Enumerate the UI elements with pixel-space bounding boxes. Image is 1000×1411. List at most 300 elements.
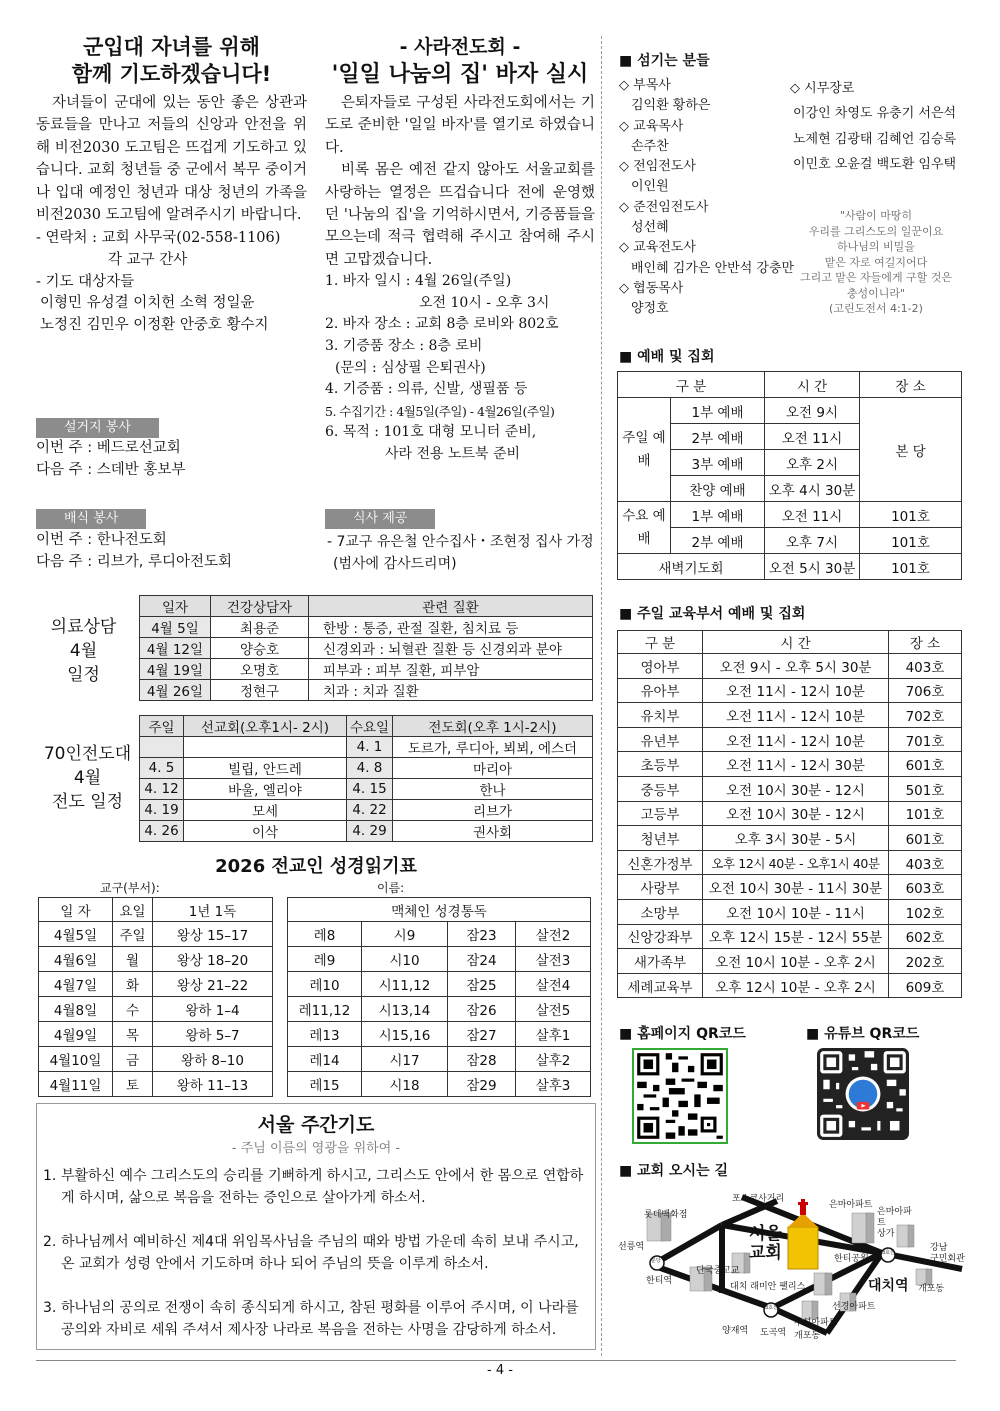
table-cell: 바울, 엘리야 <box>184 779 347 800</box>
meal-line-1: - 7교구 유은철 안수집사・조현정 집사 가정 <box>327 534 594 550</box>
table-row <box>39 1072 273 1097</box>
meal-provider <box>327 532 594 575</box>
youtube-qr-title: ■ 유튜브 QR코드 <box>806 1023 919 1043</box>
military-title-line2: 함께 기도하겠습니다! <box>71 62 272 86</box>
map-label-hantipark: 한티공원 <box>834 1254 869 1264</box>
table-cell: 오전 10시 10분 - 11시 <box>703 899 889 924</box>
table-row <box>618 973 962 998</box>
bible-parish-label: 교구(부서): <box>100 881 160 895</box>
table-cell: 영아부 <box>618 654 703 679</box>
table-cell: 4. 15 <box>347 779 393 800</box>
table-row <box>39 972 273 997</box>
table-cell: 오전 10시 30분 - 12시 <box>703 801 889 826</box>
bazaar-item: 3. 기증품 장소 : 8층 로비 <box>325 338 483 355</box>
dish-duty <box>36 438 185 481</box>
table-row <box>288 1022 591 1047</box>
table-cell: 오전 10시 30분 - 11시 30분 <box>703 875 889 900</box>
edu-title: ■ 주일 교육부서 예배 및 집회 <box>619 603 805 623</box>
table-cell: 잠25 <box>448 972 516 997</box>
staff-role: ◇ 교육전도사 <box>619 240 696 256</box>
table-cell: 오전 11시 <box>765 502 860 528</box>
table-cell: 왕상 18–20 <box>153 947 273 972</box>
bible-header: 일 자 <box>39 898 113 922</box>
homepage-qr-title: ■ 홈페이지 QR코드 <box>619 1023 746 1043</box>
table-cell: 706호 <box>889 678 962 703</box>
table-cell: 4월9일 <box>39 1022 113 1047</box>
bible-table-1year <box>38 897 273 1097</box>
table-row <box>140 821 593 842</box>
map-label-gaepo2: 개포동 <box>794 1331 821 1341</box>
medical-label-1: 의료상담 <box>50 617 117 637</box>
evang70-label-3: 전도 일정 <box>51 792 124 812</box>
table-row <box>140 800 593 821</box>
prayer-item: 3. 하나님의 공의로 전쟁이 속히 종식되게 하시고, 참된 평화를 이루어 주시며, 이 나라를 공의와 자비로 세워 주셔서 제사장 나라로 복음을 전하는 사명을 감당하게 하소서. <box>43 1300 579 1338</box>
table-cell: 이삭 <box>184 821 347 842</box>
table-cell: 403호 <box>889 850 962 875</box>
bazaar-item: 1. 바자 일시 : 4월 26일(주일) <box>325 273 512 290</box>
table-cell: 오후 7시 <box>765 528 860 554</box>
table-cell: 501호 <box>889 776 962 801</box>
worship-header: 장 소 <box>860 372 962 398</box>
table-cell: 4. 5 <box>140 758 184 779</box>
staff-role: ◇ 부목사 <box>619 78 671 93</box>
table-cell: 레13 <box>288 1022 362 1047</box>
table-row <box>39 947 273 972</box>
evang70-label-1: 70인전도대 <box>43 744 132 764</box>
meal-tag: 식사 제공 <box>325 509 435 529</box>
serve-next-week: 다음 주 : 리브가, 루디아전도회 <box>36 553 233 570</box>
table-cell: 2부 예배 <box>671 424 765 450</box>
table-cell: 새가족부 <box>618 949 703 974</box>
table-cell: 4월6일 <box>39 947 113 972</box>
prayer-item: 1. 부활하신 예수 그리스도의 승리를 기뻐하게 하시고, 그리스도 안에서 한 몸으로 연합하게 하시며, 삶으로 복음을 전하는 증인으로 살아가게 하소서. <box>43 1168 584 1206</box>
staff-names: 이인원 <box>631 179 669 195</box>
table-row <box>288 1072 591 1097</box>
elders-role: ◇ 시무장로 <box>790 81 855 96</box>
church-building-icon <box>788 1199 818 1269</box>
table-cell: 레15 <box>288 1072 362 1097</box>
medical-date: 4월 5일 <box>140 617 211 638</box>
table-cell: 오전 11시 - 12시 30분 <box>703 752 889 777</box>
table-cell: 609호 <box>889 973 962 998</box>
sunday-worship-place: 본 당 <box>860 398 962 502</box>
table-cell: 유치부 <box>618 703 703 728</box>
table-row <box>618 924 962 949</box>
bazaar-item: (문의 : 심상필 은퇴권사) <box>335 359 486 376</box>
sunday-worship-label: 주일 예배 <box>618 398 671 502</box>
dish-this-week: 이번 주 : 베드로선교회 <box>36 440 181 456</box>
table-cell: 도르가, 루디아, 뵈뵈, 에스더 <box>393 737 593 758</box>
table-cell: 시13,14 <box>362 997 448 1022</box>
bible-header: 맥체인 성경통독 <box>288 898 591 922</box>
military-prayer-section <box>36 34 307 336</box>
medical-field: 피부과 : 피부 질환, 피부암 <box>309 659 593 680</box>
table-cell: 레10 <box>288 972 362 997</box>
map-label-seonkyung: 선경아파트 <box>832 1302 876 1312</box>
table-cell <box>140 737 184 758</box>
table-cell: 화 <box>113 972 153 997</box>
table-cell: 4월7일 <box>39 972 113 997</box>
table-cell: 오전 11시 - 12시 10분 <box>703 678 889 703</box>
page-number: - 4 - <box>487 1363 513 1378</box>
military-targets-2: 노정진 김민우 이정환 안중호 황수지 <box>40 316 269 333</box>
table-cell: 701호 <box>889 727 962 752</box>
table-cell: 금 <box>113 1047 153 1072</box>
medical-table <box>139 595 593 701</box>
table-cell: 살후3 <box>516 1072 591 1097</box>
map-label-eunma: 은마아파트 <box>829 1200 873 1210</box>
weekly-prayer-title: 서울 주간기도 <box>257 1114 375 1136</box>
table-cell: 잠24 <box>448 947 516 972</box>
map-label-daechi: 대치역 <box>868 1278 909 1294</box>
table-row <box>618 502 962 528</box>
staff-left-list <box>619 76 794 320</box>
staff-role: ◇ 협동목사 <box>619 280 684 296</box>
homepage-qr-icon[interactable] <box>634 1050 726 1142</box>
evang70-header: 선교회(오후1시- 2시) <box>184 716 347 737</box>
worship-table <box>617 371 962 580</box>
table-cell: 오후 4시 30분 <box>765 476 860 502</box>
table-row <box>140 779 593 800</box>
table-row <box>618 752 962 777</box>
table-cell: 모세 <box>184 800 347 821</box>
evang70-header: 주일 <box>140 716 184 737</box>
table-cell: 4. 19 <box>140 800 184 821</box>
evang70-header: 전도회(오후 1시-2시) <box>393 716 593 737</box>
table-cell: 4. 22 <box>347 800 393 821</box>
table-cell: 오전 11시 - 12시 10분 <box>703 703 889 728</box>
bible-verse: "사람이 마땅히 우리를 그리스도의 일꾼이요 하나님의 비밀을 맡은 자로 여길지어다 그리고 맡은 자들에게 구할 것은 충성이니라" (고린도전서 4:1-2) <box>799 209 953 315</box>
table-cell: 403호 <box>889 654 962 679</box>
serve-tag: 배식 봉사 <box>36 509 146 529</box>
table-cell: 찬양 예배 <box>671 476 765 502</box>
medical-doctor: 오명호 <box>211 659 309 680</box>
table-cell: 101호 <box>889 801 962 826</box>
table-cell: 레9 <box>288 947 362 972</box>
table-cell: 2부 예배 <box>671 528 765 554</box>
table-cell: 1부 예배 <box>671 398 765 424</box>
table-cell: 오전 10시 10분 - 오후 2시 <box>703 949 889 974</box>
medical-header: 일자 <box>140 596 211 617</box>
table-cell: 왕하 5–7 <box>153 1022 273 1047</box>
table-row <box>618 554 962 580</box>
table-cell: 살전4 <box>516 972 591 997</box>
table-cell: 시15,16 <box>362 1022 448 1047</box>
table-row <box>618 776 962 801</box>
table-cell: 수 <box>113 997 153 1022</box>
table-cell: 살전5 <box>516 997 591 1022</box>
staff-names: 성선혜 <box>631 220 669 236</box>
table-cell: 702호 <box>889 703 962 728</box>
map-label-church: 서울 교회 <box>749 1224 782 1263</box>
map-label-posco: 포스코사거리 <box>732 1194 785 1204</box>
edu-table <box>617 630 962 998</box>
table-cell: 유아부 <box>618 678 703 703</box>
table-cell: 세례교육부 <box>618 973 703 998</box>
table-cell: 오전 9시 - 오후 5시 30분 <box>703 654 889 679</box>
map-label-dogok: 도곡역 <box>760 1328 787 1338</box>
table-cell: 신앙강좌부 <box>618 924 703 949</box>
table-cell: 4. 29 <box>347 821 393 842</box>
elders-names: 이민호 오윤걸 백도환 임우택 <box>793 157 957 172</box>
bazaar-item: 오전 10시 - 오후 3시 <box>419 294 550 311</box>
map-label-line3-b: 3호선 <box>765 1305 778 1311</box>
staff-names: 김익환 황하은 <box>631 98 711 114</box>
table-cell: 1부 예배 <box>671 502 765 528</box>
table-cell: 잠29 <box>448 1072 516 1097</box>
staff-title: ■ 섬기는 분들 <box>619 50 710 70</box>
map-label-lotte: 롯데백화점 <box>644 1210 688 1220</box>
table-cell: 왕하 1–4 <box>153 997 273 1022</box>
table-cell: 603호 <box>889 875 962 900</box>
map-title: ■ 교회 오시는 길 <box>619 1160 728 1180</box>
table-cell: 시17 <box>362 1047 448 1072</box>
weekly-prayer-subtitle: - 주님 이름의 영광을 위하여 - <box>231 1141 401 1156</box>
medical-header: 관련 질환 <box>309 596 593 617</box>
medical-doctor: 최용준 <box>211 617 309 638</box>
table-row <box>618 398 962 424</box>
evang70-label-2: 4월 <box>73 768 102 788</box>
table-cell: 리브가 <box>393 800 593 821</box>
table-row <box>39 997 273 1022</box>
medical-field: 치과 : 치과 질환 <box>309 680 593 701</box>
table-row <box>618 801 962 826</box>
table-cell: 장 소 <box>889 631 962 654</box>
medical-label <box>36 615 131 687</box>
table-row <box>618 678 962 703</box>
table-cell: 유년부 <box>618 727 703 752</box>
table-cell: 살전2 <box>516 922 591 947</box>
table-cell: 4월11일 <box>39 1072 113 1097</box>
staff-role: ◇ 준전임전도사 <box>619 199 709 215</box>
meal-tag-bar <box>325 507 593 527</box>
table-cell: 4월5일 <box>39 922 113 947</box>
military-targets-label: - 기도 대상자들 <box>36 273 135 290</box>
staff-names: 손주찬 <box>631 138 669 154</box>
youtube-qr-icon[interactable] <box>817 1048 909 1140</box>
dish-tag-bar <box>36 416 300 436</box>
elders-names: 노제현 김광태 김혜언 김승록 <box>793 131 957 147</box>
dish-next-week: 다음 주 : 스데반 홍보부 <box>36 461 186 478</box>
table-cell: 살전3 <box>516 947 591 972</box>
table-row <box>288 922 591 947</box>
elders-names: 이강인 차영도 유충기 서은석 <box>793 106 957 121</box>
bazaar-item: 사라 전용 노트북 준비 <box>385 446 521 462</box>
table-row <box>288 1047 591 1072</box>
table-cell: 601호 <box>889 826 962 851</box>
bible-title: 2026 전교인 성경읽기표 <box>215 856 417 877</box>
table-cell: 새벽기도회 <box>618 554 765 580</box>
church-map <box>612 1183 967 1353</box>
table-cell: 오전 11시 <box>765 424 860 450</box>
table-cell: 빌립, 안드레 <box>184 758 347 779</box>
evang70-label <box>36 742 139 814</box>
table-cell: 4. 12 <box>140 779 184 800</box>
table-cell: 시10 <box>362 947 448 972</box>
table-cell: 레11,12 <box>288 997 362 1022</box>
table-row <box>39 1022 273 1047</box>
weekly-prayer-box <box>36 1103 596 1350</box>
map-label-eunma2: 은마아파트 상가 <box>877 1207 912 1239</box>
table-cell: 시9 <box>362 922 448 947</box>
serve-this-week: 이번 주 : 한나전도회 <box>36 532 167 548</box>
medical-header: 건강상담자 <box>211 596 309 617</box>
table-row <box>39 1047 273 1072</box>
meal-line-2: (범사에 감사드리며) <box>333 555 457 572</box>
military-targets-1: 이형민 유성결 이치헌 소혁 정일윤 <box>40 295 255 312</box>
bible-header: 1년 1독 <box>153 898 273 922</box>
table-cell: 토 <box>113 1072 153 1097</box>
map-label-line3-a: 3호선 <box>882 1250 895 1256</box>
table-cell: 101호 <box>860 502 962 528</box>
table-cell: 오후 3시 30분 - 5시 <box>703 826 889 851</box>
map-label-gaepo: 개포동 <box>918 1284 945 1294</box>
table-row <box>618 899 962 924</box>
map-label-gangnam: 강남 구민회관 <box>930 1243 965 1264</box>
map-label-bundang-line: 분당 <box>651 1258 661 1264</box>
table-cell: 4월8일 <box>39 997 113 1022</box>
table-cell: 월 <box>113 947 153 972</box>
table-cell: 시 간 <box>703 631 889 654</box>
staff-role: ◇ 교육목사 <box>619 118 684 134</box>
medical-field: 신경외과 : 뇌혈관 질환 등 신경외과 분야 <box>309 638 593 659</box>
table-cell <box>184 737 347 758</box>
serve-tag-bar <box>36 507 300 527</box>
table-cell: 신혼가정부 <box>618 850 703 875</box>
table-row <box>140 659 593 680</box>
table-cell: 사랑부 <box>618 875 703 900</box>
serve-duty <box>36 530 232 573</box>
table-cell: 살후1 <box>516 1022 591 1047</box>
table-row <box>618 703 962 728</box>
dish-tag: 설거지 봉사 <box>36 418 159 438</box>
table-cell: 잠26 <box>448 997 516 1022</box>
bazaar-section <box>325 34 595 466</box>
table-cell: 왕상 15–17 <box>153 922 273 947</box>
table-row <box>140 737 593 758</box>
bazaar-item: 2. 바자 장소 : 교회 8층 로비와 802호 <box>325 316 559 333</box>
evang70-header: 수요일 <box>347 716 393 737</box>
table-cell: 왕상 21–22 <box>153 972 273 997</box>
table-cell: 마리아 <box>393 758 593 779</box>
table-row <box>618 949 962 974</box>
table-cell: 오후 12시 10분 - 오후 2시 <box>703 973 889 998</box>
bazaar-items <box>325 271 595 465</box>
column-divider <box>601 36 602 1356</box>
map-label-dankook: 단국중고교 <box>696 1266 740 1276</box>
table-cell: 101호 <box>860 528 962 554</box>
military-contact-2: 각 교구 간사 <box>108 252 188 269</box>
bible-name-label: 이름: <box>377 881 405 895</box>
table-cell: 주일 <box>113 922 153 947</box>
map-label-raemian: 대치 래미안 팰리스 <box>730 1282 806 1292</box>
medical-doctor: 정현구 <box>211 680 309 701</box>
bazaar-title-line1: - 사라전도회 - <box>399 36 521 58</box>
medical-date: 4월 12일 <box>140 638 211 659</box>
table-cell: 청년부 <box>618 826 703 851</box>
table-row <box>288 972 591 997</box>
table-cell: 중등부 <box>618 776 703 801</box>
table-row <box>618 654 962 679</box>
bazaar-paragraph-1: 은퇴자들로 구성된 사라전도회에서는 기도로 준비한 '일일 바자'를 열기로 하였습니다. <box>325 95 595 156</box>
worship-header: 시 간 <box>765 372 860 398</box>
table-cell: 레14 <box>288 1047 362 1072</box>
worship-title: ■ 예배 및 집회 <box>619 346 714 366</box>
table-cell: 602호 <box>889 924 962 949</box>
table-cell: 102호 <box>889 899 962 924</box>
table-cell: 시18 <box>362 1072 448 1097</box>
table-cell: 구 분 <box>618 631 703 654</box>
bible-table-mcheyne <box>287 897 591 1097</box>
bazaar-item: 4. 기증품 : 의류, 신발, 생필품 등 <box>325 381 528 398</box>
bazaar-item: 6. 목적 : 101호 대형 모니터 준비, <box>325 424 537 441</box>
table-cell: 잠28 <box>448 1047 516 1072</box>
table-cell: 잠27 <box>448 1022 516 1047</box>
table-row <box>140 617 593 638</box>
table-cell: 오전 5시 30분 <box>765 554 860 580</box>
map-label-seolleung: 선릉역 <box>618 1242 645 1252</box>
table-row <box>140 638 593 659</box>
table-row <box>140 758 593 779</box>
table-row <box>618 727 962 752</box>
table-cell: 시11,12 <box>362 972 448 997</box>
table-row <box>288 997 591 1022</box>
bazaar-item: 5. 수집기간 : 4월5일(주일) - 4월26일(주일) <box>325 403 555 419</box>
table-cell: 초등부 <box>618 752 703 777</box>
table-cell: 오전 10시 30분 - 12시 <box>703 776 889 801</box>
table-cell: 오후 2시 <box>765 450 860 476</box>
footer-rule <box>36 1360 956 1361</box>
military-title-line1: 군입대 자녀를 위해 <box>83 35 260 59</box>
medical-doctor: 양승호 <box>211 638 309 659</box>
table-cell: 살후2 <box>516 1047 591 1072</box>
table-row <box>618 875 962 900</box>
table-cell: 오후 12시 15분 - 12시 55분 <box>703 924 889 949</box>
map-label-yangjae: 양재역 <box>722 1326 749 1336</box>
medical-label-2: 4월 <box>69 641 98 661</box>
staff-elders <box>790 76 956 178</box>
military-body: 자녀들이 군대에 있는 동안 좋은 상관과 동료들을 만나고 저들의 신앙과 안전을 위해 비전2030 도고팀은 뜨겁게 기도하고 있습니다. 교회 청년들 중 군에서 복무 중이거나 입대 예정인 청년과 대상 청년의 가족을 비전2030 도고팀에 알려주시기 바랍니다. <box>36 95 307 224</box>
map-label-wooseong: 우성아파트 <box>794 1318 838 1328</box>
map-label-hanti: 한티역 <box>646 1276 673 1286</box>
table-cell: 4월10일 <box>39 1047 113 1072</box>
table-cell: 한나 <box>393 779 593 800</box>
table-row <box>39 922 273 947</box>
military-contact: - 연락처 : 교회 사무국(02-558-1106) <box>36 230 281 247</box>
table-cell: 왕하 11–13 <box>153 1072 273 1097</box>
staff-role: ◇ 전임전도사 <box>619 159 696 175</box>
table-cell: 4. 1 <box>347 737 393 758</box>
table-row <box>618 826 962 851</box>
table-cell: 오전 11시 - 12시 10분 <box>703 727 889 752</box>
bazaar-paragraph-2: 비록 몸은 예전 같지 않아도 서울교회를 사랑하는 열정은 뜨겁습니다 전에 운영했던 '나눔의 집'을 기억하시면서, 기증품들을 모으는데 적극 협력해 주시고 참여해 주시면 고맙겠습니다. <box>325 162 595 268</box>
table-cell: 권사회 <box>393 821 593 842</box>
table-cell: 레8 <box>288 922 362 947</box>
bible-header: 요일 <box>113 898 153 922</box>
table-cell: 101호 <box>860 554 962 580</box>
worship-header: 구 분 <box>618 372 765 398</box>
table-cell: 202호 <box>889 949 962 974</box>
medical-date: 4월 26일 <box>140 680 211 701</box>
table-cell: 3부 예배 <box>671 450 765 476</box>
table-cell: 601호 <box>889 752 962 777</box>
table-cell: 목 <box>113 1022 153 1047</box>
table-cell: 소망부 <box>618 899 703 924</box>
evang70-table <box>139 715 593 842</box>
table-row <box>618 850 962 875</box>
table-cell: 4. 8 <box>347 758 393 779</box>
table-cell: 오전 9시 <box>765 398 860 424</box>
